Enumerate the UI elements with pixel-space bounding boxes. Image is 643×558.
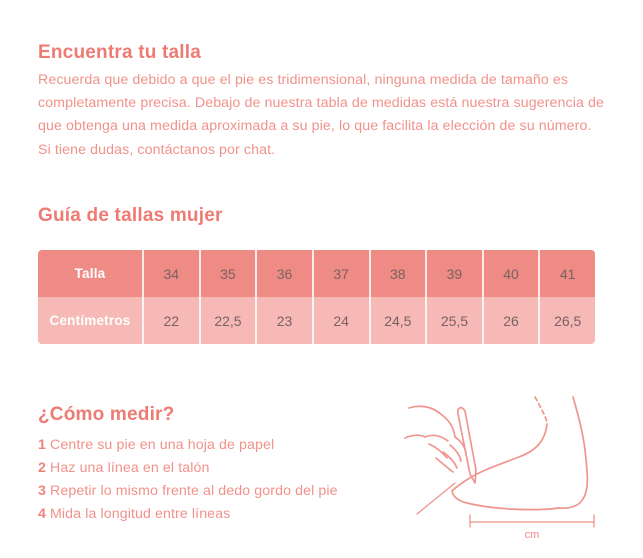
measure-step (38, 457, 338, 480)
cm-cell: 25,5 (425, 297, 482, 344)
row-label-talla: Talla (38, 250, 142, 297)
cm-cell: 22 (142, 297, 199, 344)
size-table (38, 250, 595, 344)
talla-cell: 38 (369, 250, 426, 297)
measurement-line (470, 515, 594, 527)
foot-measuring-svg (403, 392, 603, 550)
talla-cell: 35 (199, 250, 256, 297)
description-line: Recuerda que debido a que el pie es tridimensional, ninguna medida de tamaño es (38, 72, 569, 88)
fingers-outline (436, 437, 466, 472)
talla-cell: 40 (482, 250, 539, 297)
heel-outline (559, 397, 587, 508)
step-text: Repetir lo mismo frente al dedo gordo del pie (50, 483, 338, 499)
cm-unit-label: cm (524, 529, 540, 541)
description-line: completamente precisa. Debajo de nuestra tabla de medidas está nuestra sugerencia de (38, 95, 604, 112)
talla-cell: 37 (312, 250, 369, 297)
cm-cell: 23 (255, 297, 312, 344)
talla-cell: 36 (255, 250, 312, 297)
find-size-title: Encuentra tu talla (38, 42, 202, 63)
thumb-outline (425, 435, 448, 458)
cm-cell: 26 (482, 297, 539, 344)
measure-step (38, 480, 338, 503)
talla-cell: 39 (425, 250, 482, 297)
step-number: 2 (38, 460, 46, 476)
measure-step (38, 503, 338, 526)
step-text: Haz una línea en el talón (50, 460, 210, 476)
cm-cell: 22,5 (199, 297, 256, 344)
step-number: 3 (38, 483, 46, 499)
find-size-description (38, 69, 628, 162)
step-text: Mida la longitud entre líneas (50, 506, 231, 522)
cm-cell: 24,5 (369, 297, 426, 344)
shin-dashed-line (535, 397, 547, 422)
step-number: 4 (38, 506, 46, 522)
talla-cell: 41 (538, 250, 595, 297)
measure-step (38, 434, 338, 457)
table-row-centimetros (38, 297, 595, 344)
step-text: Centre su pie en una hoja de papel (50, 437, 275, 453)
row-label-centimetros: Centímetros (38, 297, 142, 344)
pencil-mark-line (417, 483, 455, 514)
cm-cell: 24 (312, 297, 369, 344)
talla-cell: 34 (142, 250, 199, 297)
foot-measuring-illustration (403, 392, 603, 550)
description-line: que obtenga una medida aproximada a su pie, lo que facilita la elección de su número. (38, 118, 592, 135)
size-guide-title: Guía de tallas mujer (38, 205, 223, 226)
hand-outline (405, 406, 455, 438)
how-to-measure-title: ¿Cómo medir? (38, 404, 175, 425)
cm-cell: 26,5 (538, 297, 595, 344)
pen-icon (458, 408, 476, 483)
step-number: 1 (38, 437, 46, 453)
sole-outline (452, 491, 559, 510)
measure-steps-list (38, 434, 338, 526)
description-line: Si tiene dudas, contáctanos por chat. (38, 141, 276, 158)
table-row-talla (38, 250, 595, 297)
